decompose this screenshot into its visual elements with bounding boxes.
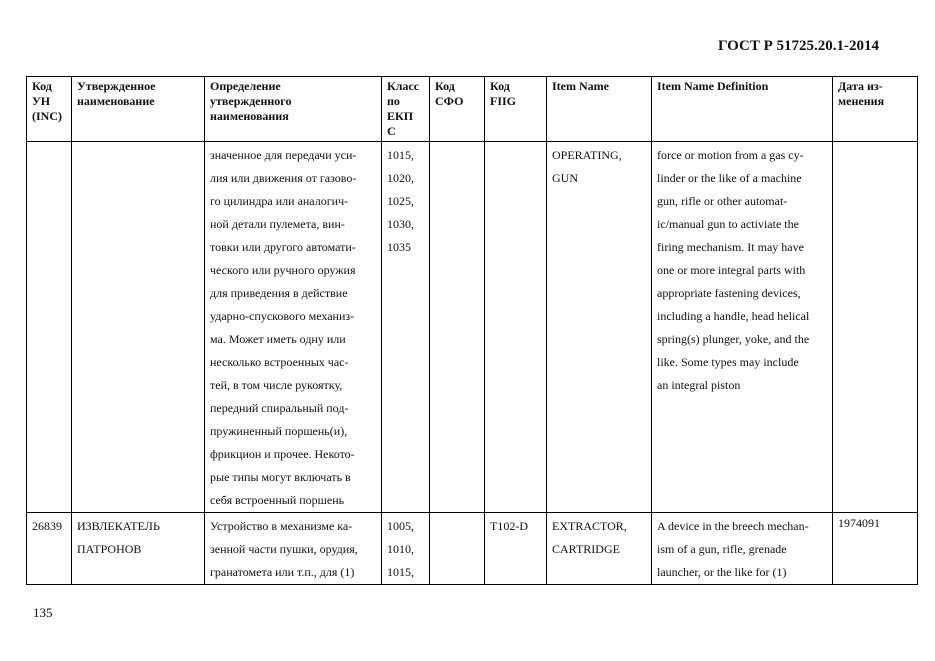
cell-change-date [833,142,918,513]
cell-change-date: 1974091 [833,513,918,585]
cell-sfo [430,142,485,513]
page-number: 135 [33,605,53,620]
cell-inc: 26839 [27,513,72,585]
header-item-name: Item Name [547,77,652,142]
cell-definition-en: force or motion from a gas cy- linder or the like of a machine gun, rifle or other automat- ic/manual gun to activiate the firing mechanism. It may have one or more integral parts with appropriate fastening devices, including a handle, head helical spring(s) plunger, yoke, and the like. Some types may include an integral piston [652,142,833,513]
nomenclature-table [26,76,918,585]
cell-definition-en: A device in the breech mechan- ism of a gun, rifle, grenade launcher, or the like for (1) [652,513,833,585]
cell-item-name: EXTRACTOR, CARTRIDGE [547,513,652,585]
header-change-date: Дата из- менения [833,77,918,142]
header-item-name-definition: Item Name Definition [652,77,833,142]
cell-definition-ru: Устройство в механизме ка- зенной части пушки, орудия, гранатомета или т.п., для (1) [205,513,382,585]
header-approved-name: Утвержденное наименование [72,77,205,142]
cell-sfo [430,513,485,585]
header-fiig: Код FIIG [485,77,547,142]
cell-class: 1005, 1010, 1015, [382,513,430,585]
cell-item-name: OPERATING, GUN [547,142,652,513]
cell-class: 1015, 1020, 1025, 1030, 1035 [382,142,430,513]
table-row [27,142,918,513]
cell-approved-name [72,142,205,513]
header-sfo: Код СФО [430,77,485,142]
cell-inc [27,142,72,513]
cell-approved-name: ИЗВЛЕКАТЕЛЬ ПАТРОНОВ [72,513,205,585]
cell-definition-ru: значенное для передачи уси- лия или движения от газово- го цилиндра или аналогич- ной детали пулемета, вин- товки или другого автомати- ческого или ручного оружия для приведения в действие ударно-спускового механиз- ма. Может иметь одну или несколько встроенных час- тей, в том числе рукоятку, передний спиральный под- пружиненный поршень(и), фрикцион и прочее. Некото- рые типы могут включать в себя встроенный поршень [205,142,382,513]
header-class: Класс по ЕКП С [382,77,430,142]
table-row [27,513,918,585]
cell-fiig: T102-D [485,513,547,585]
table-header-row [27,77,918,142]
cell-fiig [485,142,547,513]
header-definition-ru: Определение утвержденного наименования [205,77,382,142]
header-inc: Код УН (INC) [27,77,72,142]
document-code: ГОСТ Р 51725.20.1-2014 [718,38,880,54]
